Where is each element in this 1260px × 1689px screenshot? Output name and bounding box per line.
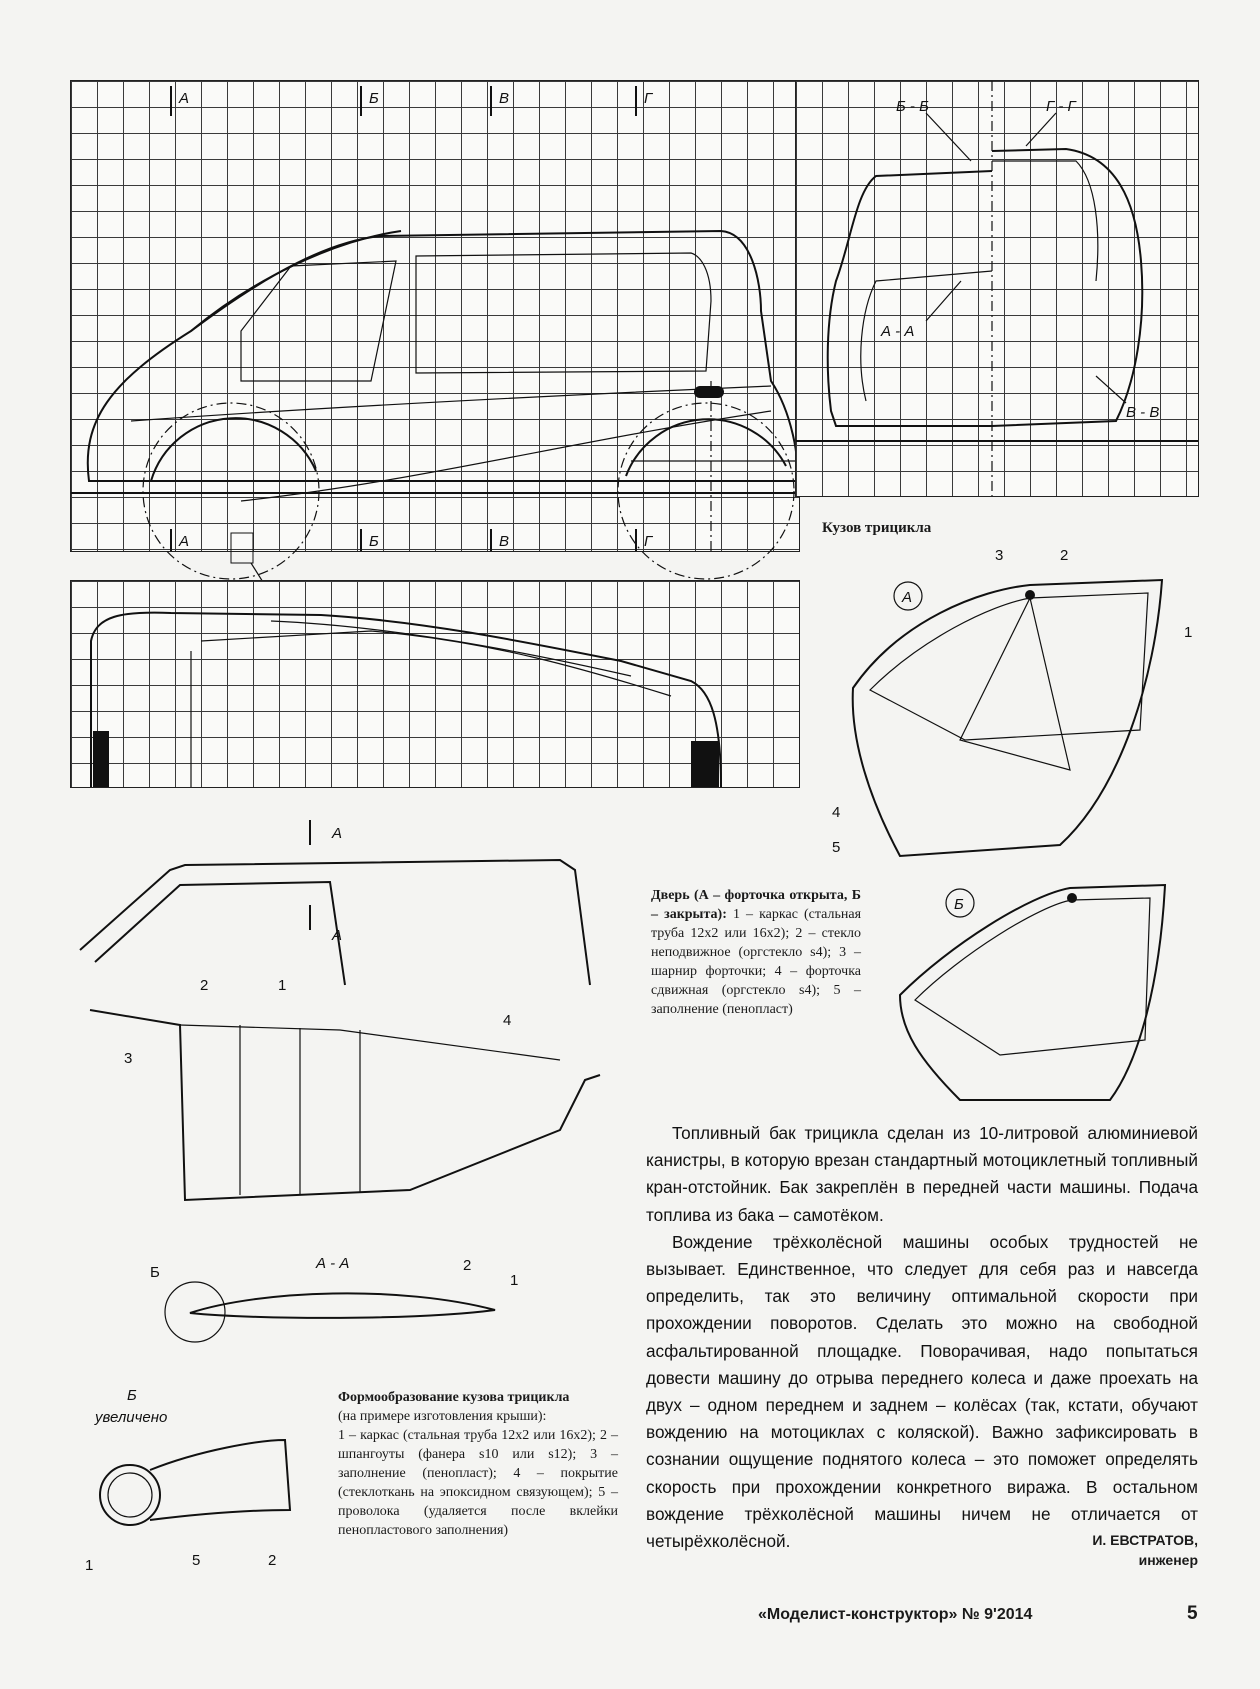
door-a-outline (853, 580, 1162, 856)
roof-profile (190, 1293, 495, 1318)
door-caption-title: Дверь (А – форточка открыта, Б – закрыта): (651, 888, 861, 922)
callout-b-label: Б (150, 1264, 160, 1281)
door-a-num-3: 3 (995, 547, 1004, 564)
article-body (646, 1120, 1198, 1555)
body-caption: Кузов трицикла (822, 520, 932, 536)
tube-section (100, 1465, 160, 1525)
footer-magazine: «Моделист-конструктор» № 9'2014 (758, 1606, 1033, 1623)
page-number: 5 (1187, 1603, 1198, 1624)
door-b-hinge (1067, 893, 1077, 903)
section-bb-label: Б - Б (896, 98, 929, 115)
section-b-top: Б (369, 90, 379, 107)
door-a-num-2: 2 (1060, 547, 1069, 564)
profile-num-1: 1 (510, 1272, 519, 1289)
roof-caption-subtitle: (на примере изготовления крыши): (338, 1409, 547, 1424)
roof-num-3: 3 (124, 1050, 133, 1067)
door-a-num-5: 5 (832, 839, 841, 856)
signature (1092, 1530, 1198, 1570)
enlarged-word: увеличено (95, 1409, 168, 1426)
tube-inner (108, 1473, 152, 1517)
section-gg-label: Г - Г (1046, 98, 1076, 115)
profile-num-2: 2 (463, 1257, 472, 1274)
section-v-top: В (499, 90, 510, 107)
enlarged-b-label: Б (127, 1387, 137, 1404)
door-a-hinge (1025, 590, 1035, 600)
section-g-top: Г (644, 90, 653, 107)
enlarged-num-2: 2 (268, 1552, 277, 1569)
section-vv-label: В - В (1126, 404, 1160, 421)
door-b-outline (900, 885, 1165, 1100)
roof-aa-label: А - А (316, 1255, 350, 1272)
door-b-label: Б (954, 896, 964, 913)
roof-caption (338, 1388, 618, 1540)
enlarged-num-1: 1 (85, 1557, 94, 1574)
author-role: инженер (1138, 1552, 1198, 1568)
door-caption-text: 1 – каркас (стальная труба 12х2 или 16х2); 2 – стекло неподвижное (оргстекло s4); 3 – шарнир форточки; 4 – форточка сдвижная (оргстекло s4); 5 – заполнение (пенопласт) (651, 907, 862, 1017)
roof-num-2: 2 (200, 977, 209, 994)
door-a-glass (870, 593, 1148, 740)
section-a-top: А (179, 90, 190, 107)
section-aa-label: А - А (881, 323, 915, 340)
article-paragraph-1: Топливный бак трицикла сделан из 10-литровой алюминиевой канистры, в которую врезан стандартный мотоциклетный топливный кран-отстойник. Бак закреплён в передней части машины. Подача топлива из бака – самотёком. (646, 1123, 1198, 1225)
door-caption (651, 886, 861, 1019)
section-b-bottom: Б (369, 533, 379, 550)
enlarged-num-5: 5 (192, 1552, 201, 1569)
roof-num-4: 4 (503, 1012, 512, 1029)
door-b-glass (915, 898, 1150, 1055)
door-a-vent (960, 598, 1070, 770)
roof-caption-text: 1 – каркас (стальная труба 12х2 или 16х2); 2 – шпангоуты (фанера s10 или s12); 3 – заполнение (пенопласт); 4 – покрытие (стеклоткань на эпоксидном связующем); 5 – проволока (удаляется после вклейки пенопластового заполнения) (338, 1428, 618, 1538)
section-g-bottom: Г (644, 533, 653, 550)
roof-section-marker-top: А (332, 825, 343, 842)
author-name: И. ЕВСТРАТОВ, (1092, 1532, 1198, 1548)
roof-caption-title: Формообразование кузова трицикла (338, 1390, 570, 1405)
roof-num-1: 1 (278, 977, 287, 994)
door-a-label: А (902, 589, 913, 606)
door-a-num-4: 4 (832, 804, 841, 821)
article-paragraph-2: Вождение трёхколёсной машины особых трудностей не вызывает. Единственное, что следует для себя раз и навсегда определить, так это величину оптимальной скорости при прохождении поворотов. Сделать это можно на свободной асфальтированной площадке. Поворачивая, надо попытаться довести машину до отрыва переднего колеса и даже проехать на двух – одном переднем и заднем – колёсах (так, кстати, обучают вождению на мотоциклах с коляской). Важно зафиксировать в сознании ощущение поднятого колеса – это поможет определять скорость при прохождении конкретного виража. В остальном вождение трёхколёсной машины ничем не отличается от четырёхколёсной. (646, 1231, 1198, 1552)
section-a-bottom: А (179, 533, 190, 550)
door-a-num-1: 1 (1184, 624, 1193, 641)
section-v-bottom: В (499, 533, 510, 550)
enlarged-cover (150, 1440, 290, 1520)
roof-section-marker-bottom: А (332, 927, 343, 944)
